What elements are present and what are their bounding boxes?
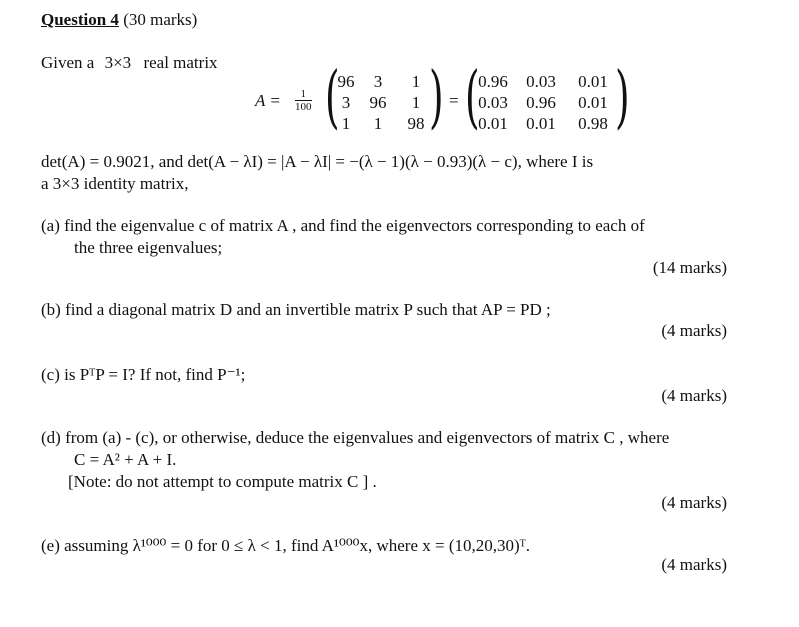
- part-b-line1: (b) find a diagonal matrix D and an invertible matrix P such that AP = PD ;: [41, 300, 551, 319]
- left-matrix-cell: 1: [373, 114, 383, 133]
- intro-size: 3×3: [104, 53, 132, 72]
- fraction-numerator: 1: [295, 88, 312, 101]
- part-b-marks: (4 marks): [661, 321, 727, 340]
- matrix-fraction: [295, 88, 312, 113]
- part-e-marks: (4 marks): [661, 555, 727, 574]
- right-matrix-cell: 0.96: [526, 93, 556, 112]
- question-total-marks: (30 marks): [123, 10, 198, 29]
- right-matrix-cell: 0.01: [578, 93, 608, 112]
- right-matrix-cell: 0.01: [478, 114, 508, 133]
- left-matrix-cell: 3: [341, 93, 351, 112]
- left-matrix-close-paren: ): [428, 58, 444, 137]
- matrix-equation: [255, 58, 635, 137]
- part-d-marks: (4 marks): [661, 493, 727, 512]
- right-matrix-cell: 0.98: [578, 114, 608, 133]
- left-matrix-cell: 1: [411, 93, 421, 112]
- intro-text: real matrix: [143, 53, 218, 72]
- part-d-line2: C = A² + A + I.: [74, 450, 177, 469]
- right-matrix-cell: 0.01: [526, 114, 556, 133]
- right-matrix-cell: 0.03: [526, 72, 556, 91]
- part-c-line1: (c) is PᵀP = I? If not, find P⁻¹;: [41, 365, 246, 384]
- left-matrix-cell: 1: [411, 72, 421, 91]
- right-matrix-close-paren: ): [614, 58, 630, 137]
- left-matrix-cell: 98: [407, 114, 425, 133]
- part-a-line2: the three eigenvalues;: [74, 238, 223, 257]
- determinant-line: det(A) = 0.9021, and det(A − λI) = |A − λI| = −(λ − 1)(λ − 0.93)(λ − c), where I is: [41, 152, 594, 171]
- left-matrix-cell: 96: [337, 72, 355, 91]
- left-matrix-cell: 96: [369, 93, 387, 112]
- right-matrix-cell: 0.03: [478, 93, 508, 112]
- left-matrix-cell: 3: [373, 72, 383, 91]
- right-matrix-cell: 0.01: [578, 72, 608, 91]
- part-d-note: [Note: do not attempt to compute matrix C ] .: [68, 472, 377, 491]
- part-a-line1: (a) find the eigenvalue c of matrix A , and find the eigenvectors corresponding to each of: [41, 216, 645, 235]
- left-matrix-open-paren: (: [324, 58, 340, 137]
- question-title: [41, 10, 197, 30]
- intro-line: [41, 53, 218, 73]
- left-matrix-cell: 1: [341, 114, 351, 133]
- right-matrix-open-paren: (: [464, 58, 480, 137]
- part-d-line1: (d) from (a) - (c), or otherwise, deduce the eigenvalues and eigenvectors of matrix C , where: [41, 428, 670, 447]
- matrix-equals: =: [449, 91, 459, 110]
- right-matrix-cell: 0.96: [478, 72, 508, 91]
- part-a-marks: (14 marks): [652, 258, 727, 277]
- identity-line: a 3×3 identity matrix,: [41, 174, 189, 193]
- matrix-lhs: A =: [255, 91, 281, 110]
- question-label: Question 4: [41, 10, 119, 29]
- intro-given: Given a: [41, 53, 95, 72]
- part-c-marks: (4 marks): [661, 386, 727, 405]
- part-e-line1: (e) assuming λ¹⁰⁰⁰ = 0 for 0 ≤ λ < 1, find A¹⁰⁰⁰x, where x = (10,20,30)ᵀ.: [41, 536, 531, 555]
- fraction-denominator: 100: [295, 101, 312, 113]
